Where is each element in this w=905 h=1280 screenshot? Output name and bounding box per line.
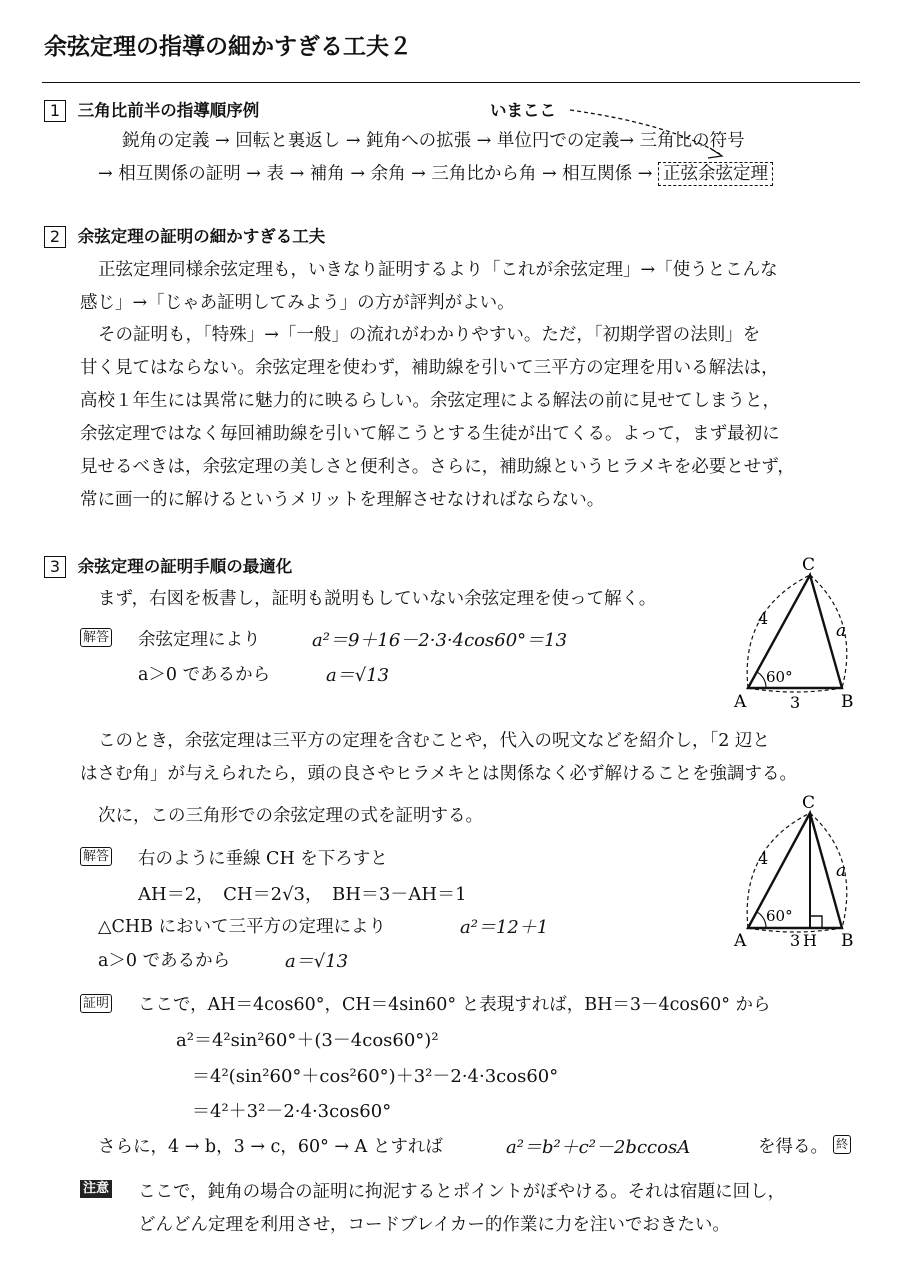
paragraph-line: 正弦定理同様余弦定理も，いきなり証明するより「これが余弦定理」→「使うとこんな <box>98 260 778 280</box>
angle-label: 60° <box>766 668 793 686</box>
section-number: 1 <box>44 100 66 122</box>
end-of-proof-mark: 終 <box>833 1135 851 1154</box>
intro-line: まず，右図を板書し，証明も説明もしていない余弦定理を使って解く。 <box>98 589 657 609</box>
vertex-c-label: C <box>802 555 816 575</box>
section-3-heading <box>44 553 292 578</box>
paragraph-line: 感じ」→「じゃあ証明してみよう」の方が評判がよい。 <box>80 293 515 313</box>
section-title: 余弦定理の証明手順の最適化 <box>77 557 293 576</box>
side-b-label: 4 <box>758 609 769 628</box>
section-2-heading <box>44 223 325 248</box>
solution-2-line: 右のように垂線 CH を下ろすと <box>138 849 388 869</box>
solution-2-answer: a＝√13 <box>285 951 349 972</box>
proof-equation: a²＝4²sin²60°＋(3－4cos60°)² <box>176 1030 439 1051</box>
paragraph-line: その証明も，「特殊」→「一般」の流れがわかりやすい。ただ，「初期学習の法則」を <box>98 325 761 345</box>
law-of-cosines: a²＝b²＋c²－2bccosA <box>506 1137 691 1158</box>
sequence-line-2-text: → 相互関係の証明 → 表 → 補角 → 余角 → 三角比から角 → 相互関係 → <box>98 164 653 184</box>
side-c-label: 3 <box>790 693 801 712</box>
vertex-a-label: A <box>734 692 747 712</box>
current-topic-box: 正弦余弦定理 <box>658 162 773 186</box>
proof-line: ここで，AH＝4cos60°，CH＝4sin60° と表現すれば，BH＝3－4cos60° から <box>138 995 771 1015</box>
paragraph-line: 次に，この三角形での余弦定理の式を証明する。 <box>98 806 483 826</box>
current-position-marker: いまここ <box>490 101 556 120</box>
title-rule <box>42 82 860 83</box>
proof-tag: 証明 <box>80 994 112 1013</box>
paragraph-line: 甘く見てはならない。余弦定理を使わず，補助線を引いて三平方の定理を用いる解法は， <box>80 358 779 378</box>
triangle-figure-1 <box>730 550 880 715</box>
section-number: 3 <box>44 556 66 578</box>
sequence-line-2 <box>98 160 773 185</box>
paragraph-line: 常に画一的に解けるというメリットを理解させなければならない。 <box>80 490 605 510</box>
solution-1-answer: a＝√13 <box>326 665 390 686</box>
page-title: 余弦定理の指導の細かすぎる工夫２ <box>44 34 412 60</box>
side-b-label: 4 <box>758 849 769 868</box>
section-number: 2 <box>44 226 66 248</box>
note-line: どんどん定理を利用させ，コードブレイカー的作業に力を注いでおきたい。 <box>138 1215 730 1235</box>
note-tag: 注意 <box>80 1180 112 1198</box>
note-line: ここで，鈍角の場合の証明に拘泥するとポイントがぼやける。それは宿題に回し， <box>138 1182 786 1202</box>
section-title: 余弦定理の証明の細かすぎる工夫 <box>77 227 326 246</box>
proof-equation: ＝4²(sin²60°＋cos²60°)＋3²－2·4·3cos60° <box>192 1066 559 1087</box>
section-title: 三角比前半の指導順序例 <box>77 101 260 120</box>
solution-2-equation: a²＝12＋1 <box>460 917 549 938</box>
solution-1-equation: a²＝9＋16－2·3·4cos60°＝13 <box>312 630 568 651</box>
foot-h-label: H <box>803 931 817 950</box>
sequence-line-1: 鋭角の定義 → 回転と裏返し → 鈍角への拡張 → 単位円での定義→ 三角比の符号 <box>122 131 745 151</box>
vertex-a-label: A <box>734 931 747 951</box>
triangle-figure-2 <box>730 788 880 953</box>
section-1-heading <box>44 97 259 122</box>
proof-equation: ＝4²＋3²－2·4·3cos60° <box>192 1101 392 1122</box>
solution-1-condition: a＞0 であるから <box>138 665 271 685</box>
proof-substitution: さらに，4 → b，3 → c，60° → A とすれば <box>98 1137 443 1157</box>
proof-conclusion: を得る。 <box>758 1137 828 1157</box>
vertex-b-label: B <box>841 692 854 712</box>
solution-tag: 解答 <box>80 628 112 647</box>
paragraph-line: はさむ角」が与えられたら，頭の良さやヒラメキとは関係なく必ず解けることを強調する。 <box>80 764 797 784</box>
solution-2-condition: a＞0 であるから <box>98 951 231 971</box>
solution-2-line: AH＝2， CH＝2√3， BH＝3－AH＝1 <box>138 884 467 905</box>
solution-2-line: △CHB において三平方の定理により <box>98 917 387 937</box>
paragraph-line: 余弦定理ではなく毎回補助線を引いて解こうとする生徒が出てくる。よって，まず最初に <box>80 424 780 444</box>
solution-1-label: 余弦定理により <box>138 630 261 650</box>
angle-label: 60° <box>766 907 793 925</box>
paragraph-line: このとき，余弦定理は三平方の定理を含むことや，代入の呪文などを紹介し，「2 辺と <box>98 731 770 751</box>
paragraph-line: 見せるべきは，余弦定理の美しさと便利さ。さらに，補助線というヒラメキを必要とせず， <box>80 457 795 477</box>
side-a-label: a <box>836 861 847 881</box>
side-c-label: 3 <box>790 931 801 950</box>
side-a-label: a <box>836 621 847 641</box>
paragraph-line: 高校１年生には異常に魅力的に映るらしい。余弦定理による解法の前に見せてしまうと， <box>80 391 780 411</box>
solution-tag: 解答 <box>80 847 112 866</box>
vertex-c-label: C <box>802 793 816 813</box>
vertex-b-label: B <box>841 931 854 951</box>
